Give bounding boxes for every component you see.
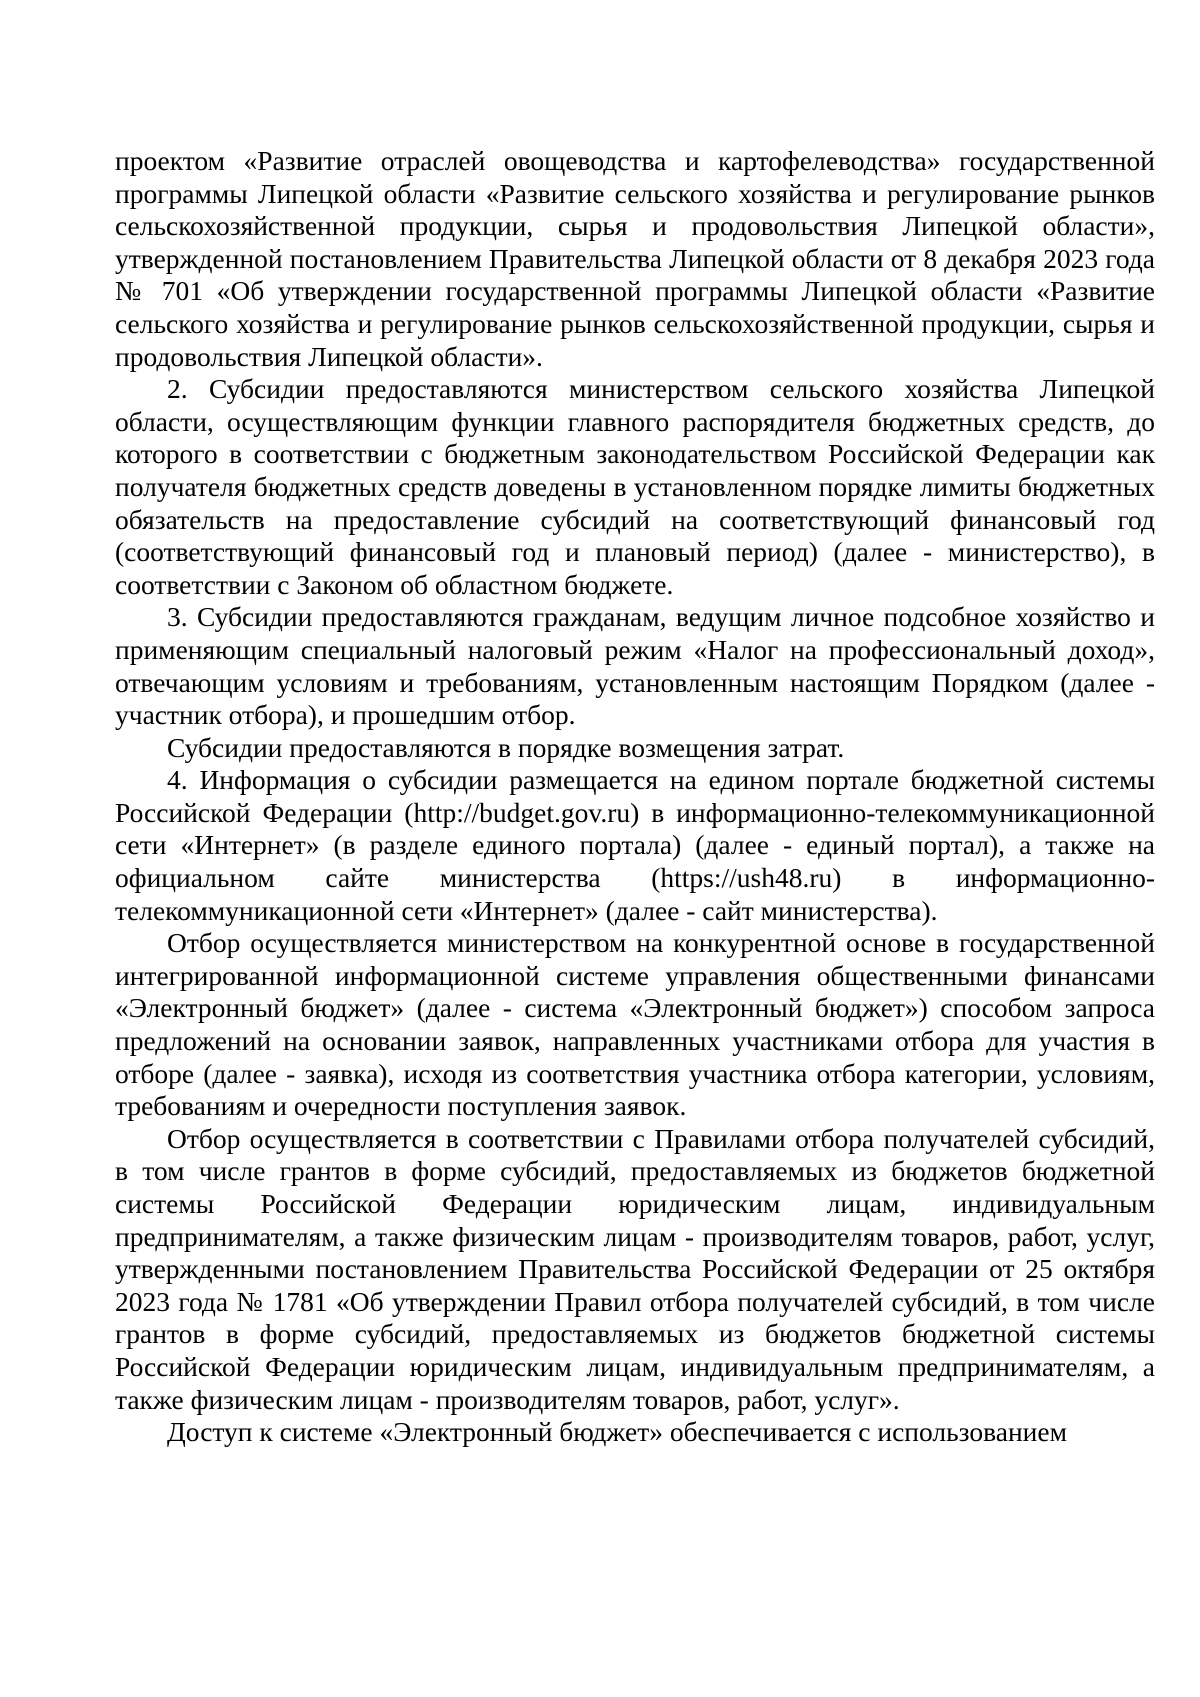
paragraph-item-3: 3. Субсидии предоставляются гражданам, ведущим личное подсобное хозяйство и применяющим специальный налоговый режим «Налог на профессиональный доход», отвечающим условиям и требованиям, установленным настоящим Порядком (далее - участник отбора), и прошедшим отбор. <box>115 601 1155 731</box>
paragraph-system-access: Доступ к системе «Электронный бюджет» обеспечивается с использованием <box>167 1416 1067 1448</box>
paragraph-item-4: 4. Информация о субсидии размещается на едином портале бюджетной системы Российской Федерации (http://budget.gov.ru) в информационно-телекоммуникационной сети «Интернет» (в разделе единого портала) (далее - единый портал), а также на официальном сайте министерства (https://ush48.ru) в информационно-телекоммуникационной сети «Интернет» (далее - сайт министерства). <box>115 764 1155 926</box>
document-page <box>115 145 1155 1449</box>
paragraph-reimbursement: Субсидии предоставляются в порядке возмещения затрат. <box>167 731 845 763</box>
paragraph-selection-competitive: Отбор осуществляется министерством на конкурентной основе в государственной интегрированной информационной системе управления общественными финансами «Электронный бюджет» (далее - система «Электронный бюджет») способом запроса предложений на основании заявок, направленных участниками отбора для участия в отборе (далее - заявка), исходя из соответствия участника отбора категории, условиям, требованиям и очередности поступления заявок. <box>115 927 1155 1122</box>
paragraph-item-2: 2. Субсидии предоставляются министерством сельского хозяйства Липецкой области, осуществляющим функции главного распорядителя бюджетных средств, до которого в соответствии с бюджетным законодательством Российской Федерации как получателя бюджетных средств доведены в установленном порядке лимиты бюджетных обязательств на предоставление субсидий на соответствующий финансовый год (соответствующий финансовый год и плановый период) (далее - министерство), в соответствии с Законом об областном бюджете. <box>115 373 1155 600</box>
paragraph-intro-continuation: проектом «Развитие отраслей овощеводства и картофелеводства» государственной программы Липецкой области «Развитие сельского хозяйства и регулирование рынков сельскохозяйственной продукции, сырья и продовольствия Липецкой области», утвержденной постановлением Правительства Липецкой области от 8 декабря 2023 года № 701 «Об утверждении государственной программы Липецкой области «Развитие сельского хозяйства и регулирование рынков сельскохозяйственной продукции, сырья и продовольствия Липецкой области». <box>115 145 1155 372</box>
paragraph-selection-rules: Отбор осуществляется в соответствии с Правилами отбора получателей субсидий, в том числе грантов в форме субсидий, предоставляемых из бюджетов бюджетной системы Российской Федерации юридическим лицам, индивидуальным предпринимателям, а также физическим лицам - производителям товаров, работ, услуг, утвержденными постановлением Правительства Российской Федерации от 25 октября 2023 года № 1781 «Об утверждении Правил отбора получателей субсидий, в том числе грантов в форме субсидий, предоставляемых из бюджетов бюджетной системы Российской Федерации юридическим лицам, индивидуальным предпринимателям, а также физическим лицам - производителям товаров, работ, услуг». <box>115 1122 1155 1415</box>
